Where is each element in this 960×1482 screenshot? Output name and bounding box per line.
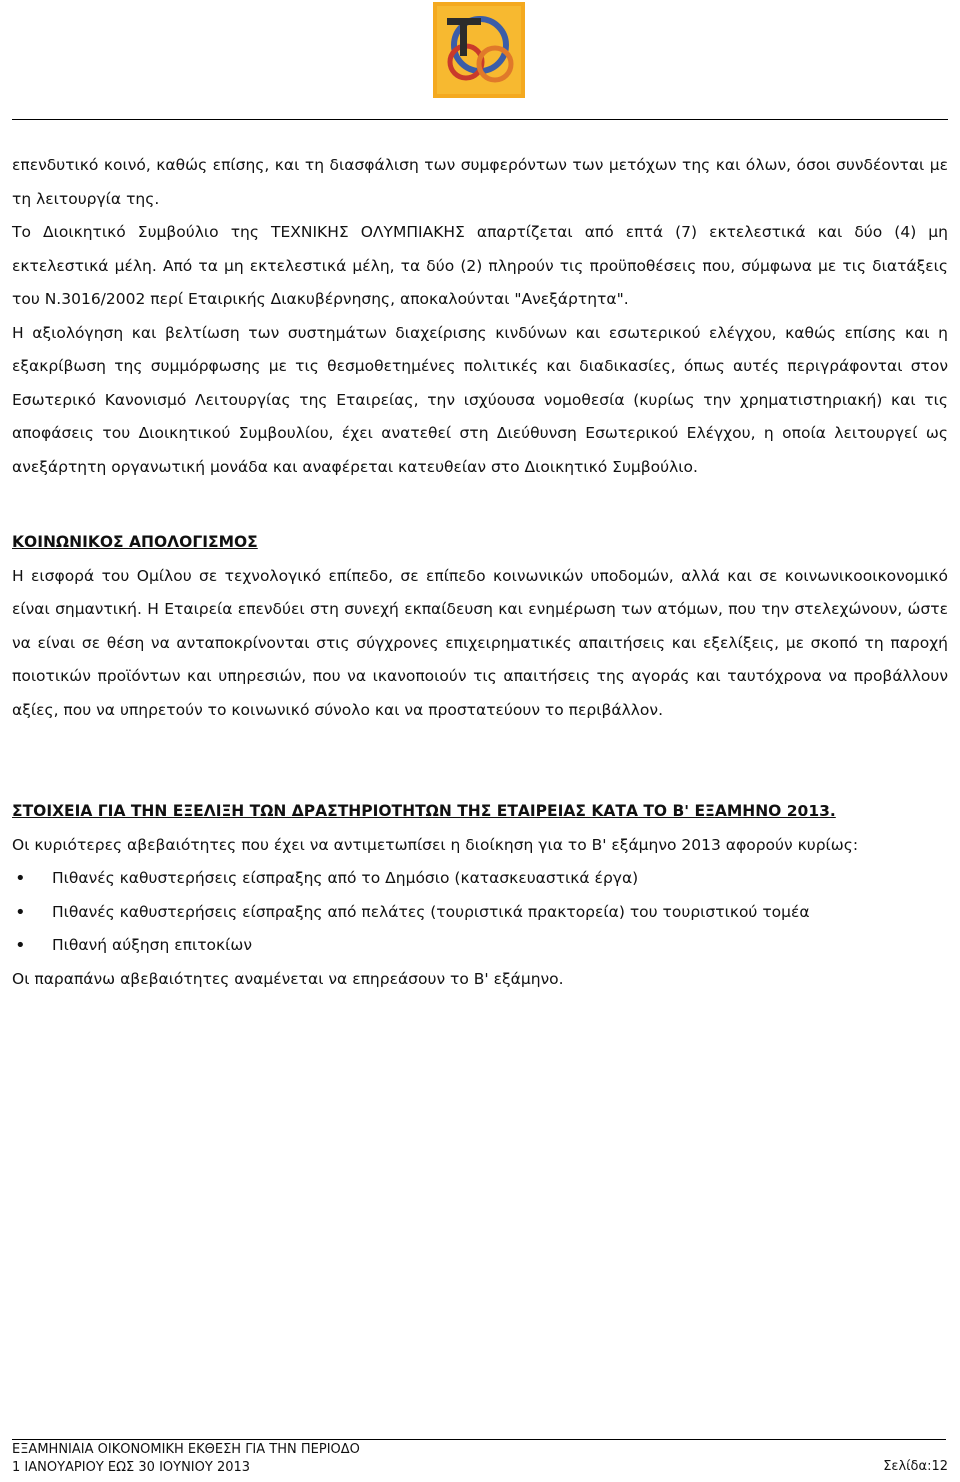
header-divider — [12, 119, 948, 120]
page-number: Σελίδα:12 — [883, 1459, 948, 1474]
logo-graphic — [433, 2, 525, 98]
outlook-section — [12, 795, 948, 996]
paragraph-investors: επενδυτικό κοινό, καθώς επίσης, και τη διασφάλιση των συμφερόντων των μετόχων της και όλων, όσοι συνδέονται με τη λειτουργία της. — [12, 156, 948, 208]
footer-report-title: ΕΞΑΜΗΝΙΑΙΑ ΟΙΚΟΝΟΜΙΚΗ ΕΚΘΕΣΗ ΓΙΑ ΤΗΝ ΠΕΡΙΟΔΟ — [12, 1442, 360, 1457]
footer-divider — [12, 1439, 946, 1440]
governance-section — [12, 149, 948, 484]
paragraph-internal-audit: Η αξιολόγηση και βελτίωση των συστημάτων διαχείρισης κινδύνων και εσωτερικού ελέγχου, καθώς επίσης και η εξακρίβωση της συμμόρφωσης με τις θεσμοθετημένες πολιτικές και διαδικασίες, όπως αυτές περιγράφονται στον Εσωτερικό Κανονισμό Λειτουργίας της Εταιρείας, την ισχύουσα νομοθεσία (κυρίως την χρηματιστηριακή) και τις αποφάσεις του Διοικητικού Συμβουλίου, έχει ανατεθεί στη Διεύθυνση Εσωτερικού Ελέγχου, η οποία λειτουργεί ως ανεξάρτητη οργανωτική μονάδα και αναφέρεται κατευθείαν στο Διοικητικό Συμβούλιο. — [12, 323, 948, 476]
list-item: • Πιθανές καθυστερήσεις είσπραξης από το Δημόσιο (κατασκευαστικά έργα) — [12, 862, 948, 896]
list-item: • Πιθανές καθυστερήσεις είσπραξης από πελάτες (τουριστικά πρακτορεία) του τουριστικού τομέα — [12, 896, 948, 930]
uncertainty-list — [12, 862, 948, 963]
footer-report-info — [12, 1441, 360, 1477]
social-report-heading: ΚΟΙΝΩΝΙΚΟΣ ΑΠΟΛΟΓΙΣΜΟΣ — [12, 533, 258, 551]
company-logo-icon — [433, 2, 525, 98]
outlook-heading: ΣΤΟΙΧΕΙΑ ΓΙΑ ΤΗΝ ΕΞΕΛΙΞΗ ΤΩΝ ΔΡΑΣΤΗΡΙΟΤΗΤΩΝ ΤΗΣ ΕΤΑΙΡΕΙΑΣ ΚΑΤΑ ΤΟ Β' ΕΞΑΜΗΝΟ 2013. — [12, 802, 836, 820]
footer-period: 1 ΙΑΝΟΥΑΡΙΟΥ ΕΩΣ 30 ΙΟΥΝΙΟΥ 2013 — [12, 1460, 251, 1475]
outlook-closing: Οι παραπάνω αβεβαιότητες αναμένεται να επηρεάσουν το Β' εξάμηνο. — [12, 969, 564, 988]
social-report-text: Η εισφορά του Ομίλου σε τεχνολογικό επίπεδο, σε επίπεδο κοινωνικών υποδομών, αλλά και σε κοινωνικοοικονομικό είναι σημαντική. Η Εταιρεία επενδύει στη συνεχή εκπαίδευση και ενημέρωση των ατόμων, που την στελεχώνουν, ώστε να είναι σε θέση να ανταποκρίνονται στις σύγχρονες επιχειρηματικές απαιτήσεις και εξελίξεις, με σκοπό τη παροχή ποιοτικών προϊόντων και υπηρεσιών, που να ικανοποιούν τις απαιτήσεις της αγοράς και ταυτόχρονα να προβάλλουν αξίες, που να υπηρετούν το κοινωνικό σύνολο και να προστατεύουν το περιβάλλον. — [12, 566, 948, 719]
social-report-section — [12, 526, 948, 727]
outlook-intro: Οι κυριότερες αβεβαιότητες που έχει να αντιμετωπίσει η διοίκηση για το Β' εξάμηνο 2013 αφορούν κυρίως: — [12, 835, 859, 854]
paragraph-board-composition: Το Διοικητικό Συμβούλιο της ΤΕΧΝΙΚΗΣ ΟΛΥΜΠΙΑΚΗΣ απαρτίζεται από επτά (7) εκτελεστικά και δύο (4) μη εκτελεστικά μέλη. Από τα μη εκτελεστικά μέλη, τα δύο (2) πληρούν τις προϋποθέσεις που, σύμφωνα με τις διατάξεις του Ν.3016/2002 περί Εταιρικής Διακυβέρνησης, αποκαλούνται "Ανεξάρτητα". — [12, 223, 948, 308]
list-item: • Πιθανή αύξηση επιτοκίων — [12, 929, 948, 963]
